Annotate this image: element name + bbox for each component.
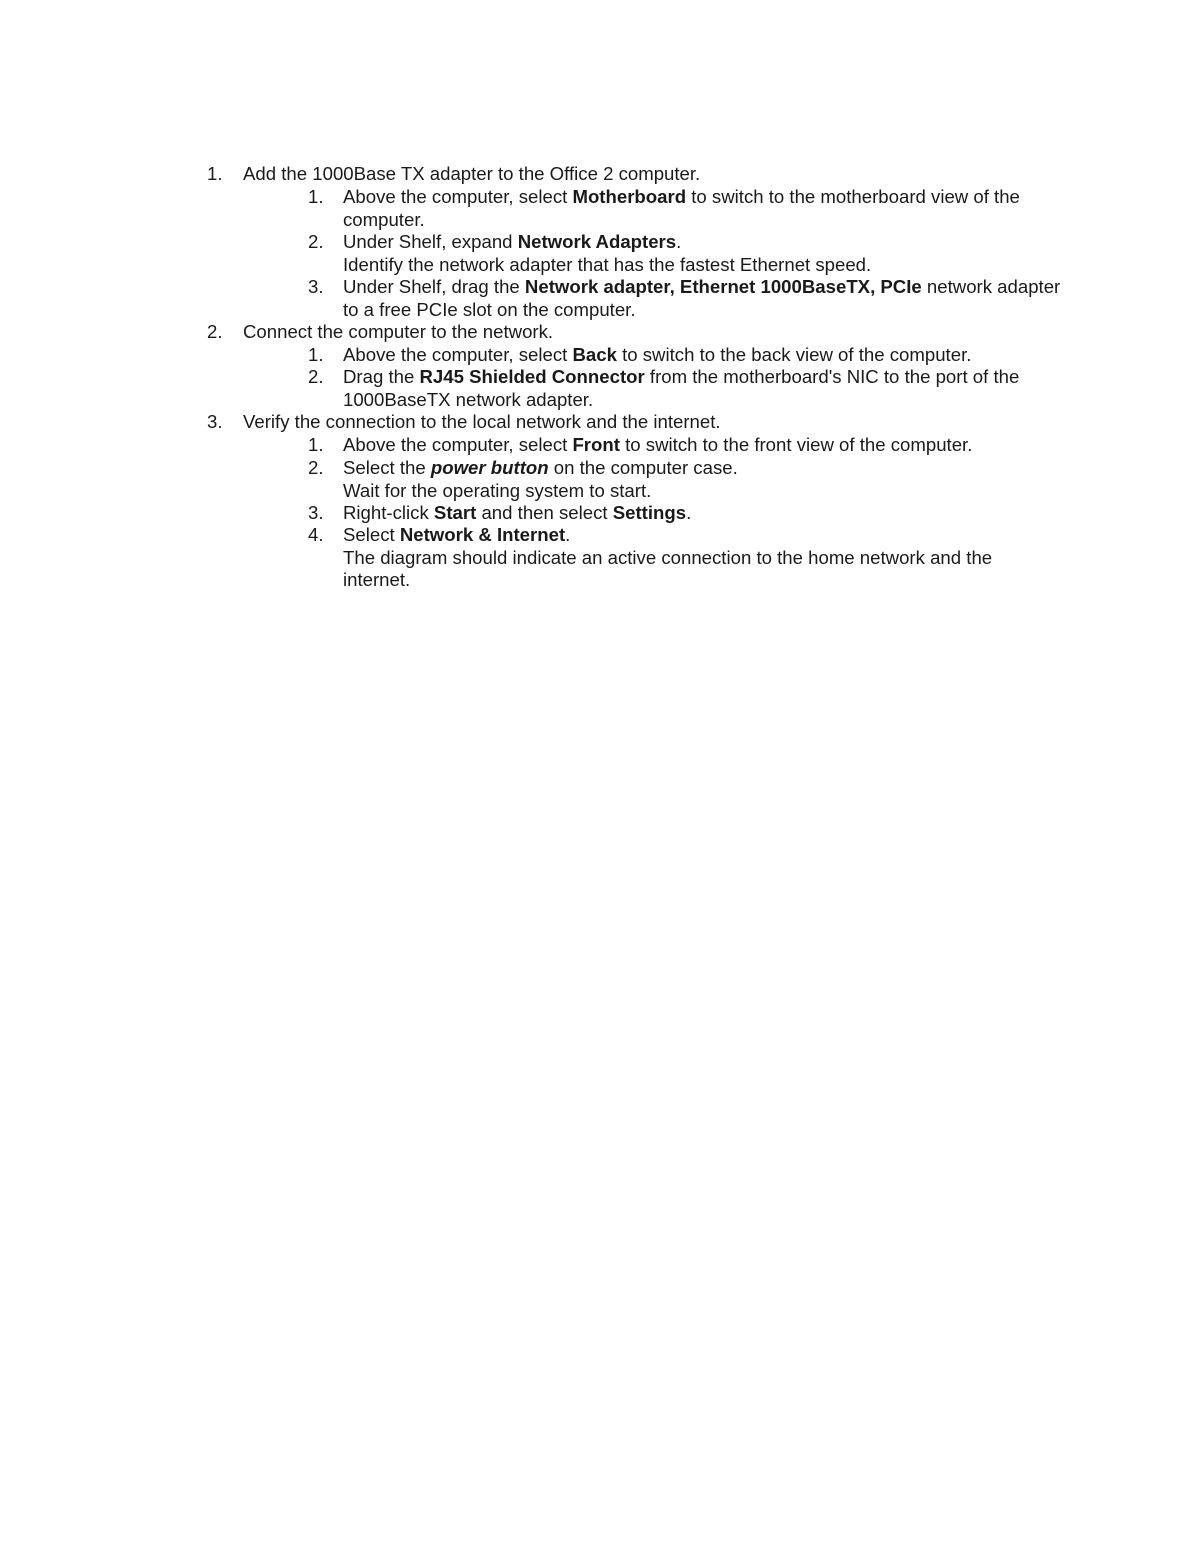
substep-number: 1. bbox=[308, 186, 324, 207]
substep-number: 1. bbox=[308, 434, 324, 455]
substep-number: 3. bbox=[308, 502, 324, 523]
substep-number: 2. bbox=[308, 366, 324, 387]
text-run: and then select bbox=[476, 502, 613, 523]
ui-term-back: Back bbox=[572, 344, 617, 365]
text-run: to switch to the front view of the computer. bbox=[619, 434, 973, 455]
text-run: Right-click bbox=[343, 502, 434, 523]
ui-term-rj45-shielded-connector: RJ45 Shielded Connector bbox=[419, 366, 645, 387]
text-run: . bbox=[565, 524, 571, 545]
substep-text bbox=[343, 457, 1063, 502]
substep-text bbox=[343, 276, 1063, 321]
text-run: network adapter to a free PCIe slot on the computer. bbox=[343, 276, 1061, 320]
step-text: Add the 1000Base TX adapter to the Office 2 computer. bbox=[243, 163, 701, 184]
step-number: 2. bbox=[207, 321, 223, 342]
substep-number: 2. bbox=[308, 231, 324, 252]
ui-term-network-adapters: Network Adapters bbox=[517, 231, 677, 252]
step-number: 3. bbox=[207, 411, 223, 432]
substep-number: 3. bbox=[308, 276, 324, 297]
ui-term-settings: Settings bbox=[612, 502, 687, 523]
substep-text bbox=[343, 186, 1063, 231]
substep-text bbox=[343, 366, 1063, 411]
substep-text bbox=[343, 434, 1063, 457]
substep-text bbox=[343, 502, 1063, 525]
text-run: . bbox=[676, 231, 682, 252]
ui-term-network-adapter-1000basetx: Network adapter, Ethernet 1000BaseTX, PCIe bbox=[524, 276, 922, 297]
substep-note: Identify the network adapter that has the fastest Ethernet speed. bbox=[343, 253, 872, 275]
substep-note: Wait for the operating system to start. bbox=[343, 479, 652, 501]
text-run: Select bbox=[343, 524, 400, 545]
text-run: Under Shelf, drag the bbox=[343, 276, 525, 297]
text-run: Select the bbox=[343, 457, 431, 478]
text-run: Above the computer, select bbox=[343, 344, 573, 365]
ui-term-front: Front bbox=[572, 434, 620, 455]
text-run: on the computer case. bbox=[548, 457, 738, 478]
ui-term-power-button: power button bbox=[430, 457, 549, 478]
text-run: to switch to the back view of the computer. bbox=[616, 344, 972, 365]
ui-term-network-internet: Network & Internet bbox=[399, 524, 566, 545]
substep-text bbox=[343, 524, 1063, 592]
step-text: Connect the computer to the network. bbox=[243, 321, 554, 342]
text-run: Above the computer, select bbox=[343, 434, 573, 455]
text-run: from the motherboard's NIC to the port of the 1000BaseTX network adapter. bbox=[343, 366, 1020, 410]
substep-number: 2. bbox=[308, 457, 324, 478]
text-run: . bbox=[686, 502, 692, 523]
text-run: to switch to the motherboard view of the computer. bbox=[343, 186, 1020, 230]
substep-text bbox=[343, 231, 1063, 276]
substep-number: 1. bbox=[308, 344, 324, 365]
substep-text bbox=[343, 344, 1063, 367]
substep-number: 4. bbox=[308, 524, 324, 545]
ui-term-start: Start bbox=[433, 502, 477, 523]
text-run: Drag the bbox=[343, 366, 420, 387]
step-text: Verify the connection to the local network and the internet. bbox=[243, 411, 721, 432]
text-run: Under Shelf, expand bbox=[343, 231, 518, 252]
ui-term-motherboard: Motherboard bbox=[572, 186, 687, 207]
step-number: 1. bbox=[207, 163, 223, 184]
substep-note: The diagram should indicate an active connection to the home network and the internet. bbox=[343, 546, 993, 591]
text-run: Above the computer, select bbox=[343, 186, 573, 207]
